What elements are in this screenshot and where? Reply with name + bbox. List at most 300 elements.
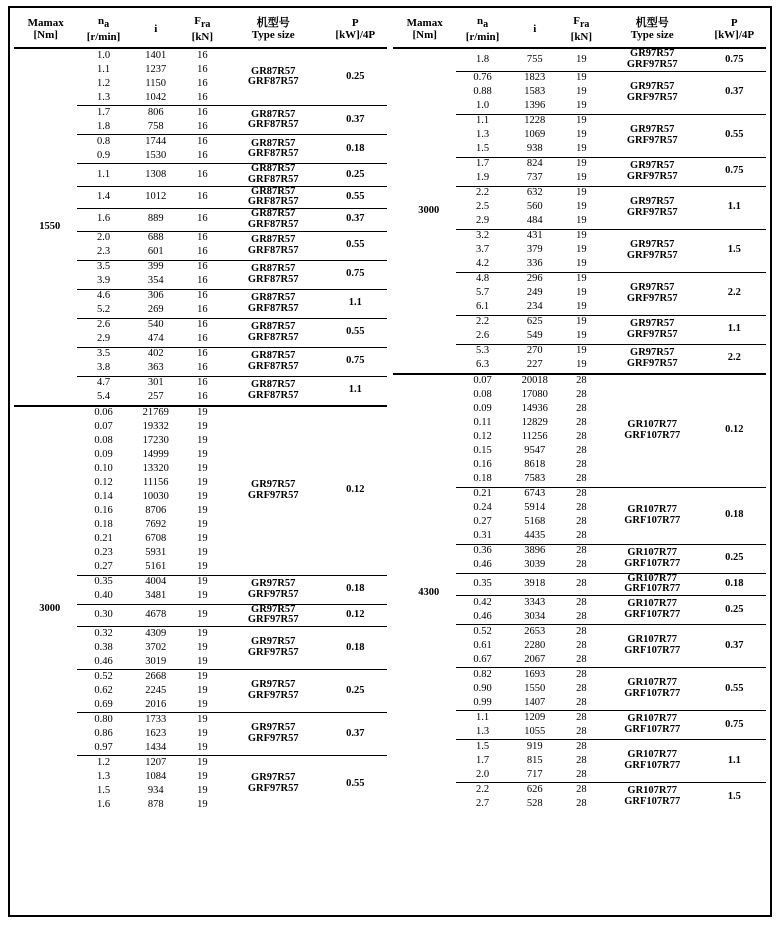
ratio-value: 363 — [147, 362, 164, 374]
fra-value: 19 — [561, 229, 602, 244]
ratio-value: 737 — [526, 172, 543, 184]
power-value: 0.18 — [324, 575, 387, 604]
type-size-value: GR87R57 GRF87R57 — [223, 164, 324, 186]
fra-value: 19 — [197, 590, 208, 602]
ratio-value: 3702 — [145, 641, 167, 653]
ratio-value: 1744 — [130, 135, 182, 150]
right-table-body — [393, 49, 766, 811]
ratio-value: 4435 — [524, 530, 546, 542]
power-value: 0.37 — [703, 625, 766, 668]
power-value: 1.1 — [703, 740, 766, 783]
na-value: 1.2 — [96, 77, 111, 89]
fra-value: 16 — [197, 77, 208, 89]
header-fra-sub: ra — [579, 19, 590, 31]
ratio-value: 1693 — [509, 668, 561, 683]
header-mamax — [14, 12, 77, 48]
type-size-value: GR97R57 GRF97R57 — [602, 272, 703, 315]
power-value: 0.55 — [703, 114, 766, 157]
fra-value: 19 — [576, 129, 587, 141]
header-na — [456, 12, 508, 48]
type-size-value: GR97R57 GRF97R57 — [223, 712, 324, 755]
type-size-value: GR87R57 GRF87R57 — [223, 347, 324, 376]
fra-value: 19 — [576, 172, 587, 184]
table-row — [393, 49, 766, 71]
fra-value: 19 — [182, 604, 223, 626]
na-value: 0.15 — [473, 445, 492, 457]
fra-value: 28 — [576, 431, 587, 443]
fra-value: 19 — [182, 575, 223, 590]
type-size-value: GR87R57 GRF87R57 — [223, 318, 324, 347]
power-value: 0.18 — [324, 626, 387, 669]
ratio-value: 11256 — [521, 431, 548, 443]
fra-value: 28 — [561, 487, 602, 502]
type-size-value: GR97R57 GRF97R57 — [602, 229, 703, 272]
fra-value: 16 — [197, 246, 208, 258]
type-size-value: GR87R57 GRF87R57 — [223, 231, 324, 260]
power-value: 0.25 — [346, 70, 365, 82]
na-value: 0.8 — [77, 135, 129, 150]
ratio-value: 1042 — [145, 91, 167, 103]
header-power-line1: P — [730, 16, 738, 29]
type-size-value: GR97R57 GRF97R57 — [602, 157, 703, 186]
fra-value: 28 — [576, 389, 587, 401]
fra-value: 28 — [576, 473, 587, 485]
header-type — [223, 12, 324, 48]
na-value: 0.86 — [94, 727, 113, 739]
ratio-value: 1733 — [130, 712, 182, 727]
right-rows-container — [393, 49, 766, 811]
ratio-value: 296 — [509, 272, 561, 287]
ratio-value: 3918 — [509, 573, 561, 595]
ratio-value: 1550 — [524, 682, 546, 694]
header-power-line1: P — [351, 16, 359, 29]
na-value: 3.7 — [475, 244, 490, 256]
power-value: 0.55 — [324, 318, 387, 347]
type-size-value: GR97R57 GRF97R57 — [602, 186, 703, 229]
na-value: 0.18 — [94, 519, 113, 531]
na-value: 1.1 — [456, 711, 508, 726]
ratio-value: 755 — [526, 53, 543, 65]
fra-value: 16 — [182, 376, 223, 391]
power-value: 0.75 — [703, 157, 766, 186]
header-fra-line2: [kN] — [570, 30, 593, 43]
na-value: 0.09 — [94, 449, 113, 461]
na-value: 0.12 — [473, 431, 492, 443]
table-row — [393, 374, 766, 389]
power-value: 0.75 — [324, 347, 387, 376]
ratio-value: 12829 — [521, 417, 548, 429]
na-value: 3.2 — [456, 229, 508, 244]
ratio-value: 1237 — [145, 63, 167, 75]
na-value: 0.46 — [94, 655, 113, 667]
header-na — [77, 12, 129, 48]
na-value: 0.21 — [94, 533, 113, 545]
fra-value: 28 — [576, 403, 587, 415]
power-value: 0.37 — [703, 71, 766, 114]
fra-value: 19 — [197, 491, 208, 503]
na-value: 1.7 — [475, 754, 490, 766]
na-value: 6.1 — [475, 301, 490, 313]
fra-value: 16 — [182, 135, 223, 150]
power-value: 0.25 — [324, 164, 387, 186]
header-na-line1: n — [476, 15, 484, 27]
na-value: 0.42 — [456, 596, 508, 611]
ratio-value: 2280 — [524, 639, 546, 651]
type-size-value: GR97R57 GRF97R57 — [602, 315, 703, 344]
ratio-value: 1583 — [524, 86, 546, 98]
fra-value: 28 — [561, 668, 602, 683]
na-value: 2.2 — [456, 315, 508, 330]
ratio-value: 4004 — [130, 575, 182, 590]
ratio-value: 1069 — [524, 129, 546, 141]
ratio-value: 625 — [509, 315, 561, 330]
fra-value: 19 — [182, 712, 223, 727]
na-value: 0.46 — [473, 610, 492, 622]
fra-value: 19 — [576, 330, 587, 342]
ratio-value: 20018 — [509, 374, 561, 389]
na-value: 1.3 — [96, 770, 111, 782]
fra-value: 19 — [561, 114, 602, 129]
fra-value: 19 — [576, 258, 587, 270]
type-size-value: GR97R57 GRF97R57 — [223, 406, 324, 576]
fra-value: 19 — [197, 519, 208, 531]
type-size-value: GR87R57 GRF87R57 — [223, 209, 324, 231]
ratio-value: 1055 — [524, 725, 546, 737]
mamax-value: 1550 — [39, 220, 61, 232]
type-size-value: GR107R77 GRF107R77 — [602, 487, 703, 544]
fra-value: 19 — [197, 784, 208, 796]
fra-value: 16 — [197, 91, 208, 103]
fra-value: 19 — [197, 561, 208, 573]
fra-value: 19 — [197, 463, 208, 475]
fra-value: 16 — [197, 275, 208, 287]
fra-value: 28 — [576, 530, 587, 542]
na-value: 0.36 — [456, 544, 508, 559]
ratio-value: 1209 — [509, 711, 561, 726]
ratio-value: 1623 — [145, 727, 167, 739]
header-fra — [182, 12, 223, 48]
ratio-value: 1823 — [509, 71, 561, 86]
power-value: 0.37 — [324, 106, 387, 135]
header-mamax-line2: [Nm] — [412, 29, 437, 42]
ratio-value: 540 — [130, 318, 182, 333]
fra-value: 16 — [182, 106, 223, 121]
ratio-value: 5161 — [145, 561, 167, 573]
fra-value: 19 — [576, 287, 587, 299]
power-value: 0.55 — [324, 755, 387, 812]
ratio-value: 8618 — [524, 459, 546, 471]
na-value: 0.97 — [94, 741, 113, 753]
fra-value: 16 — [182, 347, 223, 362]
ratio-value: 1434 — [145, 741, 167, 753]
na-value: 2.7 — [475, 797, 490, 809]
header-na-sub: a — [104, 19, 110, 31]
ratio-value: 336 — [526, 258, 543, 270]
na-value: 0.52 — [456, 625, 508, 640]
type-size-value: GR97R57 GRF97R57 — [223, 604, 324, 626]
ratio-value: 234 — [526, 301, 543, 313]
fra-value: 28 — [576, 725, 587, 737]
fra-value: 16 — [197, 149, 208, 161]
ratio-value: 6708 — [145, 533, 167, 545]
fra-value: 19 — [576, 143, 587, 155]
ratio-value: 9547 — [524, 445, 546, 457]
ratio-value: 5931 — [145, 547, 167, 559]
na-value: 2.2 — [456, 783, 508, 798]
left-table-header — [14, 12, 387, 48]
right-table-header — [393, 12, 766, 48]
power-value: 1.5 — [703, 783, 766, 812]
na-value: 3.5 — [77, 347, 129, 362]
fra-value: 19 — [197, 435, 208, 447]
ratio-value: 249 — [526, 287, 543, 299]
ratio-value: 4309 — [130, 626, 182, 641]
fra-value: 28 — [561, 544, 602, 559]
ratio-value: 2245 — [145, 684, 167, 696]
right-table — [393, 12, 766, 49]
ratio-value: 889 — [130, 209, 182, 231]
left-rows-container — [14, 49, 387, 812]
na-value: 0.27 — [473, 516, 492, 528]
na-value: 0.90 — [473, 682, 492, 694]
type-size-value: GR107R77 GRF107R77 — [602, 374, 703, 488]
ratio-value: 934 — [147, 784, 164, 796]
ratio-value: 7692 — [145, 519, 167, 531]
na-value: 1.0 — [96, 49, 111, 61]
type-size-value: GR107R77 GRF107R77 — [602, 783, 703, 812]
ratio-value: 824 — [509, 157, 561, 172]
ratio-value: 3343 — [509, 596, 561, 611]
fra-value: 16 — [182, 260, 223, 275]
ratio-value: 601 — [147, 246, 164, 258]
na-value: 0.46 — [473, 559, 492, 571]
na-value: 3.5 — [77, 260, 129, 275]
ratio-value: 938 — [526, 143, 543, 155]
power-value: 0.75 — [324, 260, 387, 289]
fra-value: 19 — [197, 547, 208, 559]
ratio-value: 14999 — [142, 449, 169, 461]
fra-value: 19 — [561, 272, 602, 287]
ratio-value: 3896 — [509, 544, 561, 559]
na-value: 2.9 — [96, 333, 111, 345]
header-na-line2: [r/min] — [465, 30, 500, 43]
fra-value: 16 — [197, 49, 208, 61]
ratio-value: 1084 — [145, 770, 167, 782]
na-value: 0.10 — [94, 463, 113, 475]
ratio-value: 402 — [130, 347, 182, 362]
ratio-value: 3034 — [524, 610, 546, 622]
header-i-line1: i — [154, 22, 158, 35]
power-value: 0.25 — [703, 544, 766, 573]
fra-value: 19 — [561, 186, 602, 201]
na-value: 2.9 — [475, 215, 490, 227]
fra-value: 19 — [561, 157, 602, 172]
ratio-value: 528 — [526, 797, 543, 809]
header-type-line2: Type size — [251, 29, 295, 42]
fra-value: 19 — [197, 477, 208, 489]
header-na-line2: [r/min] — [86, 30, 121, 43]
fra-value: 19 — [561, 315, 602, 330]
power-value: 0.12 — [324, 604, 387, 626]
ratio-value: 21769 — [130, 406, 182, 421]
fra-value: 16 — [182, 231, 223, 246]
fra-value: 28 — [576, 797, 587, 809]
power-value: 0.18 — [703, 573, 766, 595]
fra-value: 28 — [576, 445, 587, 457]
fra-value: 28 — [576, 417, 587, 429]
na-value: 0.07 — [94, 421, 113, 433]
header-power — [324, 12, 387, 48]
header-power-line2: [kW]/4P — [335, 29, 376, 42]
fra-value: 28 — [561, 573, 602, 595]
ratio-value: 10030 — [142, 491, 169, 503]
header-na-line1: n — [97, 15, 105, 27]
ratio-value: 399 — [130, 260, 182, 275]
na-value: 0.67 — [473, 653, 492, 665]
na-value: 0.16 — [473, 459, 492, 471]
type-size-value: GR97R57 GRF97R57 — [602, 344, 703, 374]
na-value: 0.80 — [77, 712, 129, 727]
ratio-value: 5914 — [524, 502, 546, 514]
type-size-value: GR107R77 GRF107R77 — [602, 711, 703, 740]
ratio-value: 758 — [147, 120, 164, 132]
header-power — [703, 12, 766, 48]
header-mamax-line1: Mamax — [406, 16, 443, 29]
type-size-value: GR97R57 GRF97R57 — [223, 669, 324, 712]
type-size-value: GR97R57 GRF97R57 — [223, 575, 324, 604]
type-size-value: GR97R57 GRF97R57 — [223, 626, 324, 669]
power-value: 1.1 — [324, 376, 387, 406]
type-size-value: GR107R77 GRF107R77 — [602, 544, 703, 573]
na-value: 0.61 — [473, 639, 492, 651]
ratio-value: 270 — [509, 344, 561, 359]
ratio-value: 919 — [509, 740, 561, 755]
fra-value: 19 — [576, 301, 587, 313]
fra-value: 28 — [576, 610, 587, 622]
na-value: 0.12 — [94, 477, 113, 489]
header-i-line1: i — [533, 22, 537, 35]
power-value: 0.12 — [324, 406, 387, 576]
fra-value: 28 — [561, 711, 602, 726]
power-value: 0.25 — [703, 596, 766, 625]
header-na-sub: a — [483, 19, 489, 31]
na-value: 2.6 — [475, 330, 490, 342]
ratio-value: 688 — [130, 231, 182, 246]
ratio-value: 2067 — [524, 653, 546, 665]
type-size-value: GR97R57 GRF97R57 — [223, 755, 324, 812]
fra-value: 19 — [197, 798, 208, 810]
fra-value: 16 — [197, 120, 208, 132]
na-value: 0.40 — [94, 590, 113, 602]
ratio-value: 379 — [526, 244, 543, 256]
fra-value: 16 — [182, 318, 223, 333]
power-value: 0.75 — [703, 711, 766, 740]
left-table — [14, 12, 387, 49]
power-value: 0.37 — [324, 209, 387, 231]
fra-value: 19 — [576, 201, 587, 213]
ratio-value: 3019 — [145, 655, 167, 667]
ratio-value: 1308 — [130, 164, 182, 186]
na-value: 0.32 — [77, 626, 129, 641]
ratio-value: 1407 — [524, 696, 546, 708]
na-value: 6.3 — [475, 359, 490, 371]
type-size-value: GR87R57 GRF87R57 — [247, 65, 299, 88]
na-value: 0.08 — [94, 435, 113, 447]
fra-value: 19 — [197, 770, 208, 782]
table-row — [14, 406, 387, 421]
na-value: 0.30 — [77, 604, 129, 626]
na-value: 4.2 — [475, 258, 490, 270]
fra-value: 19 — [197, 684, 208, 696]
na-value: 1.3 — [475, 129, 490, 141]
header-type-line1: 机型号 — [256, 16, 290, 29]
na-value: 2.0 — [475, 768, 490, 780]
power-value: 2.2 — [703, 272, 766, 315]
ratio-value: 474 — [147, 333, 164, 345]
left-table-body — [14, 49, 387, 812]
na-value: 0.82 — [456, 668, 508, 683]
type-size-value: GR107R77 GRF107R77 — [602, 573, 703, 595]
header-mamax-line1: Mamax — [27, 16, 64, 29]
na-value: 0.07 — [456, 374, 508, 389]
na-value: 2.3 — [96, 246, 111, 258]
na-value: 0.18 — [473, 473, 492, 485]
fra-value: 28 — [561, 783, 602, 798]
fra-value: 19 — [576, 244, 587, 256]
type-size-value: GR107R77 GRF107R77 — [602, 740, 703, 783]
na-value: 0.08 — [473, 389, 492, 401]
fra-value: 19 — [576, 359, 587, 371]
fra-value: 16 — [182, 209, 223, 231]
header-type-line2: Type size — [630, 29, 674, 42]
ratio-value: 2016 — [145, 698, 167, 710]
power-value: 1.5 — [703, 229, 766, 272]
power-value: 1.1 — [703, 186, 766, 229]
na-value: 0.52 — [77, 669, 129, 684]
na-value: 1.1 — [77, 164, 129, 186]
fra-value: 19 — [576, 215, 587, 227]
na-value: 1.1 — [456, 114, 508, 129]
ratio-value: 13320 — [142, 463, 169, 475]
fra-value: 16 — [197, 362, 208, 374]
na-value: 0.16 — [94, 505, 113, 517]
fra-value: 19 — [197, 641, 208, 653]
ratio-value: 560 — [526, 201, 543, 213]
na-value: 1.5 — [456, 740, 508, 755]
ratio-value: 5168 — [524, 516, 546, 528]
fra-value: 28 — [576, 502, 587, 514]
na-value: 1.4 — [77, 186, 129, 208]
fra-value: 28 — [576, 754, 587, 766]
na-value: 1.6 — [96, 798, 111, 810]
fra-value: 16 — [182, 164, 223, 186]
mamax-value: 3000 — [14, 406, 77, 812]
ratio-value: 717 — [526, 768, 543, 780]
fra-value: 19 — [576, 100, 587, 112]
na-value: 0.69 — [94, 698, 113, 710]
header-type-line1: 机型号 — [635, 16, 669, 29]
ratio-value: 306 — [130, 289, 182, 304]
table-row — [14, 49, 387, 63]
na-value: 0.27 — [94, 561, 113, 573]
ratio-value: 1150 — [145, 77, 167, 89]
na-value: 1.3 — [96, 91, 111, 103]
header-fra-line1: F — [573, 15, 580, 27]
na-value: 1.8 — [96, 120, 111, 132]
type-size-value: GR87R57 GRF87R57 — [223, 135, 324, 164]
ratio-value: 17080 — [521, 389, 548, 401]
na-value: 1.9 — [475, 172, 490, 184]
